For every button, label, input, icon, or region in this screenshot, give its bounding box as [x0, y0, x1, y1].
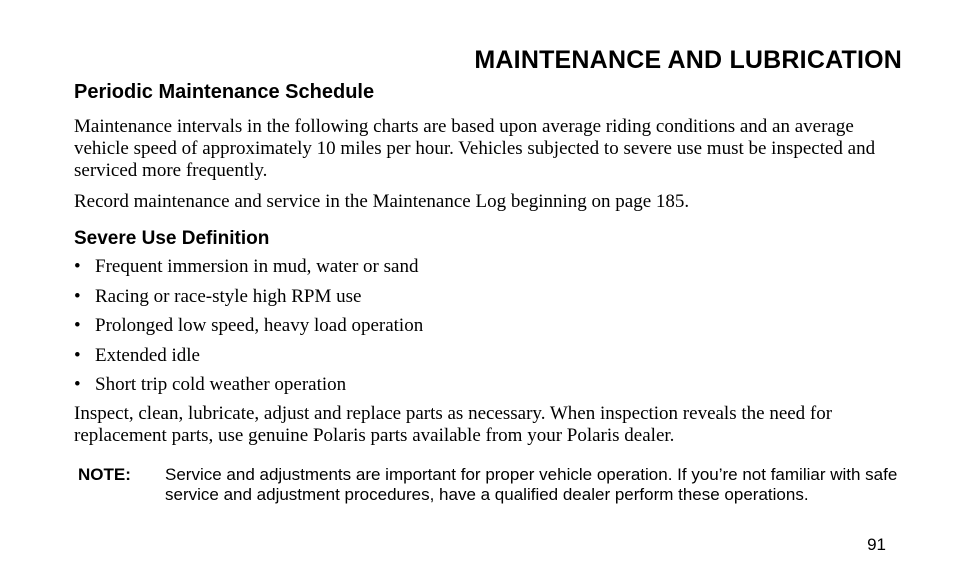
note-text: Service and adjustments are important for proper vehicle operation. If you’re not familiar with safe service and adjustment procedures, have a qualified dealer perform these operations.: [165, 465, 898, 504]
bullet-icon: •: [74, 374, 81, 396]
list-item: [74, 314, 423, 344]
bullet-icon: •: [74, 315, 81, 337]
severe-use-list: [74, 255, 423, 403]
list-item-text: Racing or race-style high RPM use: [95, 285, 362, 307]
list-item: [74, 255, 423, 285]
bullet-icon: •: [74, 285, 81, 307]
list-item-text: Short trip cold weather operation: [95, 374, 347, 396]
section-heading: Periodic Maintenance Schedule: [74, 81, 375, 103]
list-item: [74, 373, 423, 403]
bullet-icon: •: [74, 256, 81, 277]
note-label: NOTE:: [78, 465, 131, 484]
intro-paragraph: Maintenance intervals in the following charts are based upon average riding conditions and an average vehicle speed of approximately 10 miles per hour. Vehicles subjected to severe use must be inspected and serviced more frequently.: [74, 116, 876, 181]
record-paragraph: Record maintenance and service in the Maintenance Log beginning on page 185.: [74, 191, 690, 212]
bullet-icon: •: [74, 344, 81, 366]
severe-use-heading: Severe Use Definition: [74, 228, 270, 249]
list-item: [74, 344, 423, 374]
inspect-paragraph: Inspect, clean, lubricate, adjust and replace parts as necessary. When inspection reveals the need for replacement parts, use genuine Polaris parts available from your Polaris dealer.: [74, 403, 833, 446]
chapter-title: MAINTENANCE AND LUBRICATION: [474, 46, 902, 74]
list-item-text: Extended idle: [95, 344, 200, 366]
list-item: [74, 285, 423, 315]
page-number: 91: [867, 535, 886, 554]
list-item-text: Prolonged low speed, heavy load operation: [95, 315, 424, 337]
list-item-text: Frequent immersion in mud, water or sand: [95, 256, 419, 277]
